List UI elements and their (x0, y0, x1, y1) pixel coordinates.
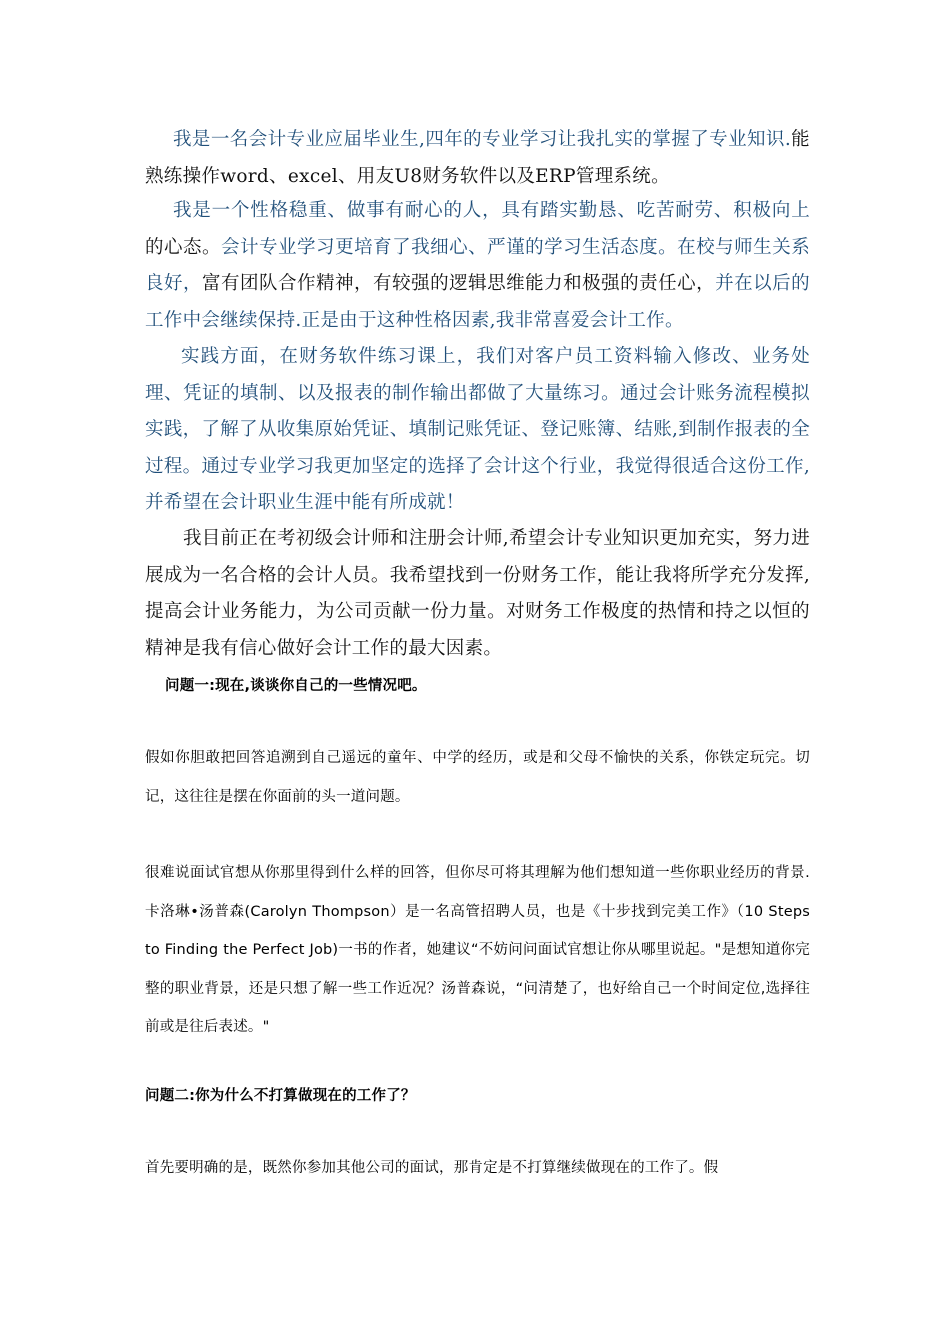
question-2-heading: 问题二:你为什么不打算做现在的工作了？ (145, 1088, 416, 1104)
question-2-paragraph-1: 首先要明确的是，既然你参加其他公司的面试，那肯定是不打算继续做现在的工作了。假 (145, 1160, 719, 1176)
intro-p2-blue-end: 并在以后的工作中会继续保持.正是由于这种性格因素,我非常喜爱会计工作。 (145, 273, 810, 331)
intro-p1-blue-text: 我是一名会计专业应届毕业生,四年的专业学习让我扎实的掌握了专业知识. (173, 129, 792, 150)
intro-paragraph-4: 我目前正在考初级会计师和注册会计师,希望会计专业知识更加充实，努力进展成为一名合格的会计人员。我希望找到一份财务工作，能让我将所学充分发挥,提高会计业务能力，为公司贡献一份力量。对财务工作极度的热情和持之以恒的精神是我有信心做好会计工作的最大因素。 (145, 528, 810, 659)
question-1-heading: 问题一:现在,谈谈你自己的一些情况吧。 (165, 678, 427, 694)
intro-paragraph-3: 实践方面，在财务软件练习课上，我们对客户员工资料输入修改、业务处理、凭证的填制、以及报表的制作输出都做了大量练习。通过会计账务流程模拟实践，了解了从收集原始凭证、填制记账凭证、登记账簿、结账,到制作报表的全过程。通过专业学习我更加坚定的选择了会计这个行业，我觉得很适合这份工作,并希望在会计职业生涯中能有所成就！ (145, 346, 810, 513)
intro-paragraph-1 (145, 122, 810, 195)
intro-p2-blue-mid: 会计专业学习更培育了我细心、严谨的学习生活态度。在校与师生关系良好， (145, 236, 810, 294)
question-1-paragraph-1: 假如你胆敢把回答追溯到自己遥远的童年、中学的经历，或是和父母不愉快的关系，你铁定玩完。切记，这往往是摆在你面前的头一道问题。 (145, 750, 810, 805)
intro-p1-black-text: 能熟练操作word、excel、用友U8财务软件以及ERP管理系统。 (145, 129, 810, 187)
intro-paragraph-2 (145, 193, 810, 339)
intro-p2-black-text: 的心态。 (145, 236, 222, 258)
intro-p2-black-mid: 富有团队合作精神，有较强的逻辑思维能力和极强的责任心， (202, 273, 716, 294)
question-1-paragraph-2: 很难说面试官想从你那里得到什么样的回答，但你尽可将其理解为他们想知道一些你职业经历的背景.卡洛琳•汤普森(Carolyn Thompson）是一名高管招聘人员，也是《十步找到完美工作》（10 Steps to Finding the Perfect Job)一书的作者，她建议“不妨问问面试官想让你从哪里说起。"是想知道你完整的职业背景，还是只想了解一些工作近况？汤普森说，“问清楚了，也好给自己一个时间定位,选择往前或是往后表述。" (145, 865, 810, 1035)
intro-p2-blue-start: 我是一个性格稳重、做事有耐心的人，具有踏实勤恳、吃苦耐劳、积极向上 (173, 200, 810, 221)
